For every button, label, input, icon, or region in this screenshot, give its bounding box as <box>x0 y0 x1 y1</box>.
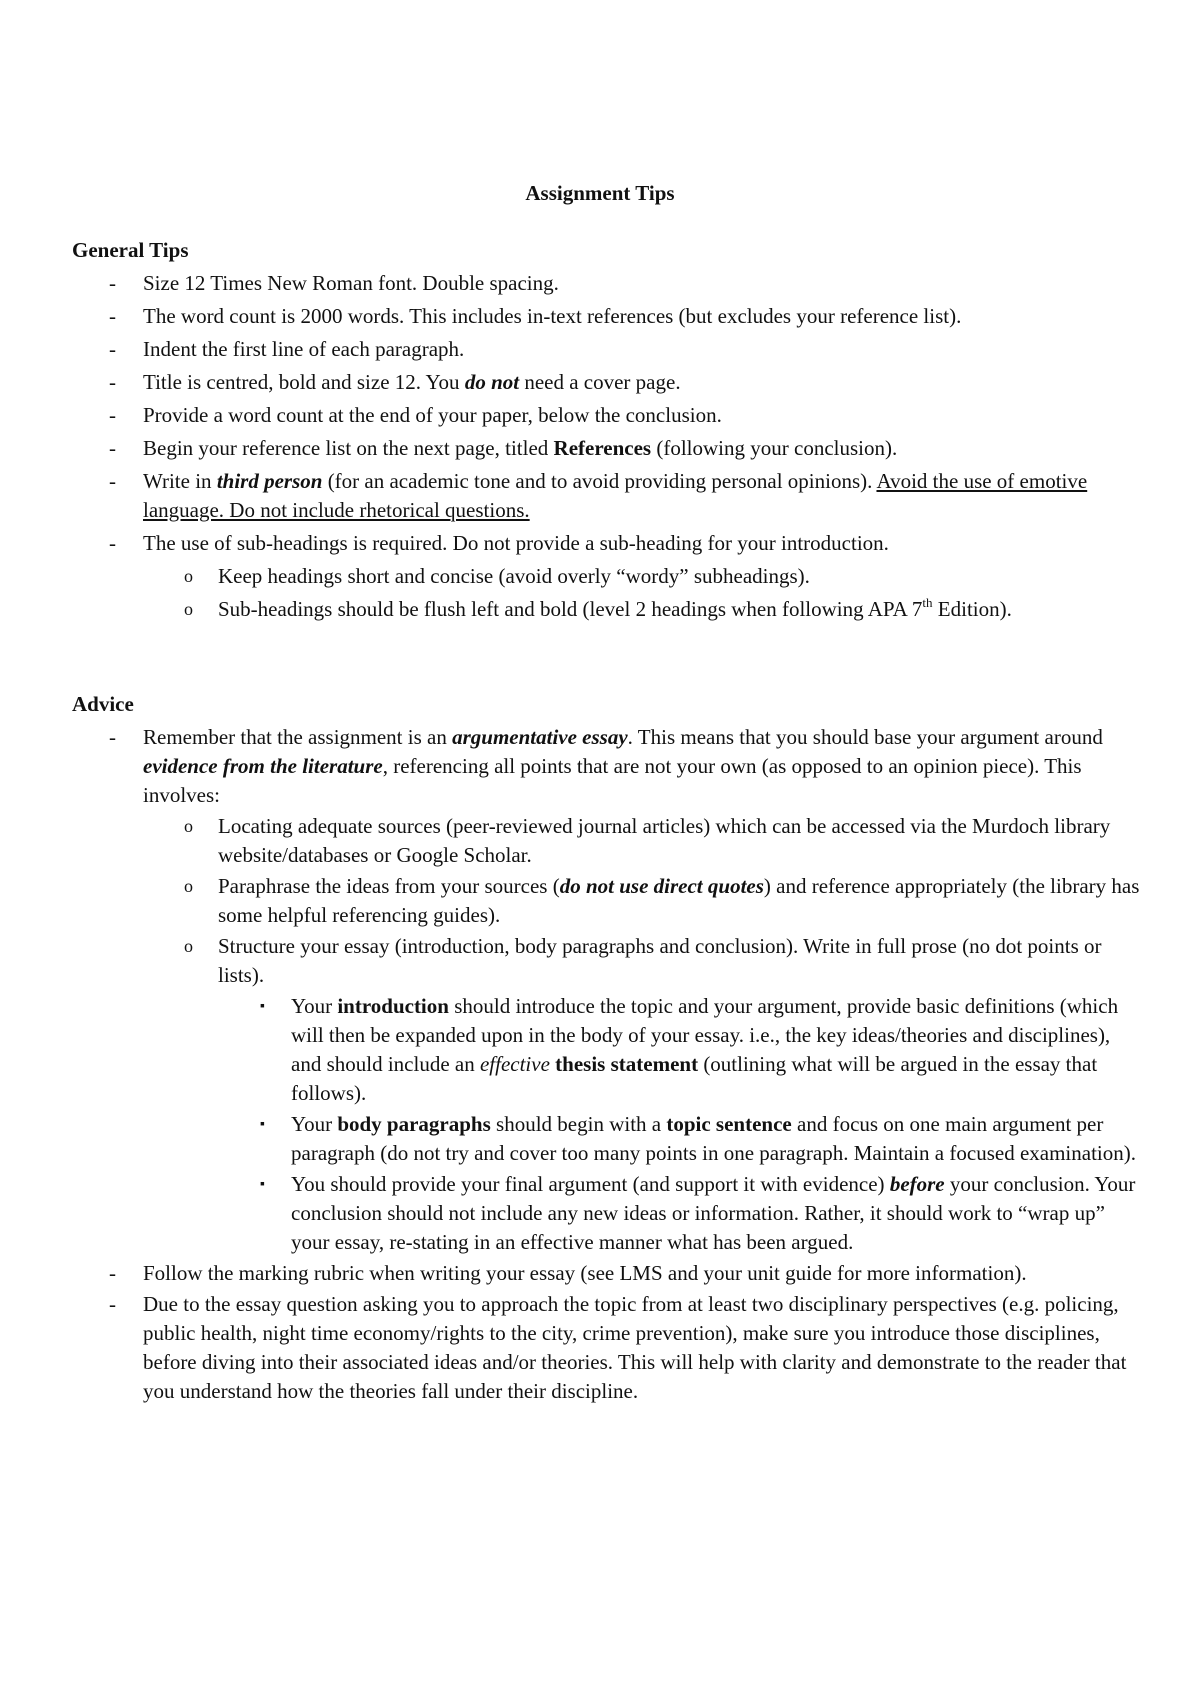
list-item: - Begin your reference list on the next page, titled References (following your conclusion). <box>72 434 1142 463</box>
document-title: Assignment Tips <box>525 181 675 205</box>
dash-marker: - <box>109 725 116 749</box>
sub-list-item: o Paraphrase the ideas from your sources (do not use direct quotes) and reference appropriately (the library has some helpful referencing guides). <box>184 874 1140 927</box>
general-tips-heading: General Tips <box>72 238 189 262</box>
square-bullet-marker: ▪ <box>260 1117 265 1132</box>
list-item: - Provide a word count at the end of your paper, below the conclusion. <box>72 401 1142 430</box>
circle-bullet-marker: o <box>184 936 193 956</box>
dash-marker: - <box>109 403 116 427</box>
list-item: - Title is centred, bold and size 12. You do not need a cover page. <box>72 368 1142 397</box>
list-item: - Follow the marking rubric when writing your essay (see LMS and your unit guide for more information). <box>72 1259 1142 1288</box>
sub-sub-list-item: ▪ Your body paragraphs should begin with a topic sentence and focus on one main argument per paragraph (do not try and cover too many points in one paragraph. Maintain a focused examination). <box>260 1112 1136 1165</box>
list-item: - The use of sub-headings is required. Do not provide a sub-heading for your introduction. <box>72 529 1142 558</box>
dash-marker: - <box>109 304 116 328</box>
dash-marker: - <box>109 469 116 493</box>
list-item: - Due to the essay question asking you to approach the topic from at least two disciplinary perspectives (e.g. policing, public health, night time economy/rights to the city, crime prevention), make sure you introduce those disciplines, before diving into their associated ideas and/or theories. This will help with clarity and demonstrate to the reader that you understand how the theories fall under their discipline. <box>109 1292 1127 1403</box>
sub-list-item: o Structure your essay (introduction, body paragraphs and conclusion). Write in full prose (no dot points or lists). <box>184 934 1102 987</box>
dash-marker: - <box>109 370 116 394</box>
general-tips-list <box>72 269 1142 624</box>
advice-list <box>72 723 1142 1406</box>
dash-marker: - <box>109 436 116 460</box>
list-item: - Remember that the assignment is an argumentative essay. This means that you should base your argument around evidence from the literature, referencing all points that are not your own (as opposed to an opinion piece). This involves: <box>109 725 1103 807</box>
dash-marker: - <box>109 337 116 361</box>
circle-bullet-marker: o <box>184 816 193 836</box>
dash-marker: - <box>109 1261 116 1285</box>
list-item: - Write in third person (for an academic tone and to avoid providing personal opinions). Avoid the use of emotive language. Do not include rhetorical questions. <box>109 469 1088 522</box>
list-item: - Size 12 Times New Roman font. Double spacing. <box>72 269 1142 298</box>
dash-marker: - <box>109 271 116 295</box>
square-bullet-marker: ▪ <box>260 999 265 1014</box>
list-item: - The word count is 2000 words. This includes in-text references (but excludes your reference list). <box>72 302 1142 331</box>
sub-list-item: o Keep headings short and concise (avoid overly “wordy” subheadings). <box>72 562 1142 591</box>
dash-marker: - <box>109 1292 116 1316</box>
sub-sub-list-item: ▪ Your introduction should introduce the topic and your argument, provide basic definitions (which will then be expanded upon in the body of your essay. i.e., the key ideas/theories and disciplines), and should include an effective thesis statement (outlining what will be argued in the essay that follows). <box>260 994 1119 1105</box>
advice-heading: Advice <box>72 692 134 716</box>
circle-bullet-marker: o <box>184 876 193 896</box>
circle-bullet-marker: o <box>184 599 193 619</box>
sub-sub-list-item: ▪ You should provide your final argument (and support it with evidence) before your conclusion. Your conclusion should not include any new ideas or information. Rather, it should work to “wrap up” your essay, re-stating in an effective manner what has been argued. <box>260 1172 1136 1254</box>
circle-bullet-marker: o <box>184 566 193 586</box>
sub-list-item: o Sub-headings should be flush left and bold (level 2 headings when following APA 7th Edition). <box>72 595 1142 624</box>
dash-marker: - <box>109 531 116 555</box>
list-item: - Indent the first line of each paragraph. <box>72 335 1142 364</box>
sub-list-item: o Locating adequate sources (peer-reviewed journal articles) which can be accessed via the Murdoch library website/databases or Google Scholar. <box>184 814 1111 867</box>
square-bullet-marker: ▪ <box>260 1177 265 1192</box>
